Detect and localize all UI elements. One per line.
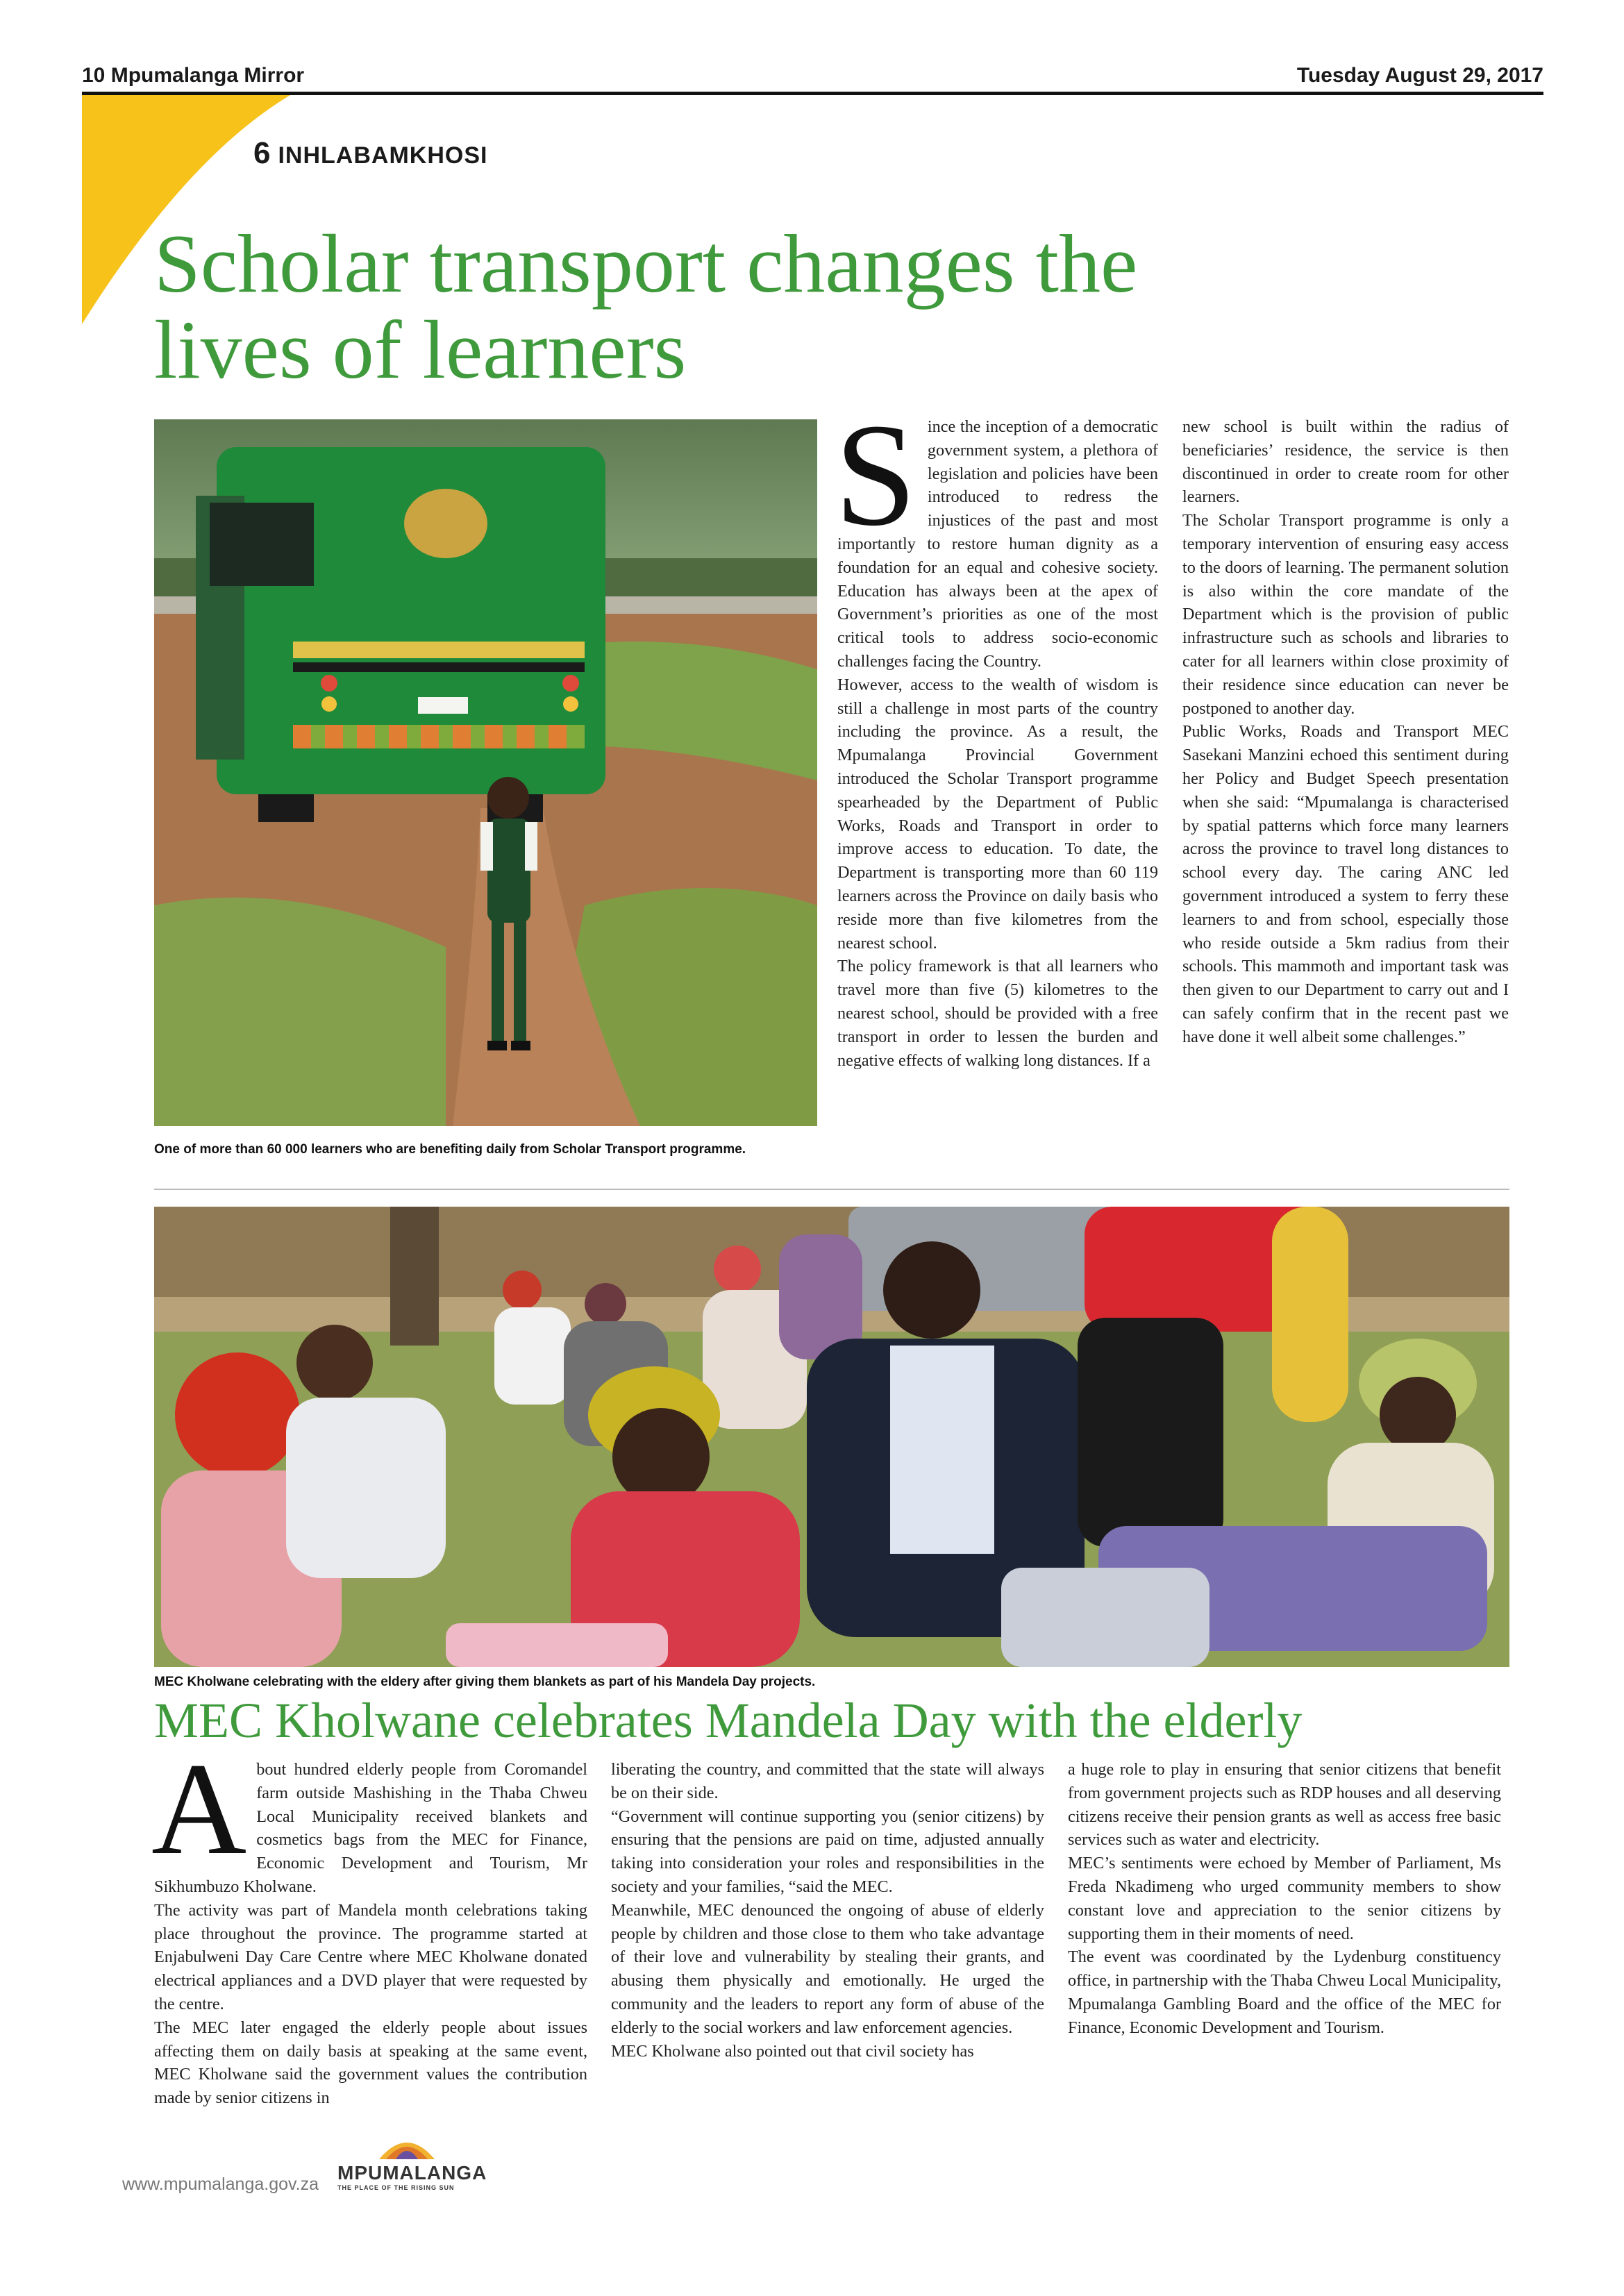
article2-paragraph: a huge role to play in ensuring that senior citizens that benefit from government projects such as RDP houses and all deserving citizens receive their pension grants as well as access free basic services such as water and electricity.	[1068, 1760, 1501, 1850]
article1-paragraph: ince the inception of a democratic government system, a plethora of legislation and policies have been introduced to redress the injustices of the past and most importantly to restore human dignity as a foundation for an equal and cohesive society. Education has always been at the apex of Government’s priorities as one of the most critical tools to address socio-economic challenges facing the Country.	[837, 417, 1158, 671]
page-label: 10 Mpumalanga Mirror	[82, 64, 305, 87]
article2-paragraph: The MEC later engaged the elderly people about issues affecting them on daily basis at speaking at the same event, MEC Kholwane said the government values the contribution made by senior citizens in	[154, 2018, 587, 2108]
article2-column-1	[151, 1736, 587, 2110]
article2-paragraph: The event was coordinated by the Lydenburg constituency office, in partnership with the Thaba Chweu Local Municipality, Mpumalanga Gambling Board and the office of the MEC for Finance, Economic Development and Tourism.	[1068, 1947, 1501, 2037]
section-label	[253, 136, 487, 171]
elders-photo-caption: MEC Kholwane celebrating with the eldery after giving them blankets as part of his Mandela Day projects.	[154, 1675, 816, 1689]
article1-paragraph: The policy framework is that all learners who travel more than five (5) kilometres to the nearest school, should be provided with a free transport in order to lessen the burden and negative effects of walking long distances. If a	[837, 957, 1158, 1070]
article-divider	[154, 1189, 1509, 1190]
article1-paragraph: Public Works, Roads and Transport MEC Sasekani Manzini echoed this sentiment during her Policy and Budget Speech presentation when she said: “Mpumalanga is characterised by spatial patterns which force many learners across the province to travel long distances to school every day. The caring ANC led government introduced a system to ferry these learners to and from school, especially those who reside outside a 5km radius from their schools. This mammoth and important task was then given to our Department to carry out and I can safely confirm that in the recent past we have done it well albeit some challenges.”	[1182, 722, 1509, 1046]
article2-paragraph: MEC Kholwane also pointed out that civil society has	[611, 2041, 974, 2061]
article1-drop-cap: S	[835, 393, 916, 556]
article2-drop-cap: A	[151, 1736, 247, 1882]
issue-date: Tuesday August 29, 2017	[1296, 64, 1543, 87]
article1-paragraph: However, access to the wealth of wisdom is still a challenge in most parts of the country including the province. As a result, the Mpumalanga Provincial Government introduced the Scholar Transport programme spearheaded by the Department of Public Works, Roads and Transport in order to improve access to education. To date, the Department is transporting more than 60 119 learners across the Province on daily basis who reside more than five kilometres from the nearest school.	[837, 675, 1158, 953]
section-number: 6	[253, 136, 271, 170]
article2-column-2	[611, 1758, 1044, 2063]
article1-headline	[154, 217, 1265, 396]
scholar-bus-photo	[154, 419, 817, 1126]
article1-headline-line1: Scholar transport changes the	[154, 217, 1138, 310]
article2-paragraph: bout hundred elderly people from Coromandel farm outside Mashishing in the Thaba Chweu Local Municipality received blankets and cosmetics bags from the MEC for Finance, Economic Development and Tourism, Mr Sikhumbuzo Kholwane.	[154, 1760, 587, 1896]
bus-photo-caption: One of more than 60 000 learners who are benefiting daily from Scholar Transport programme.	[154, 1142, 746, 1157]
article2-paragraph: “Government will continue supporting you (senior citizens) by ensuring that the pensions are paid on time, adjusted annually taking into consideration your roles and responsibilities in the society and your families, “said the MEC.	[611, 1807, 1044, 1896]
mpumalanga-rising-sun-logo-icon	[337, 2126, 476, 2161]
article1-paragraph: new school is built within the radius of beneficiaries’ residence, the service is then discontinued in order to create room for other learners.	[1182, 417, 1509, 507]
article2-headline: MEC Kholwane celebrates Mandela Day with the elderly	[154, 1693, 1303, 1748]
footer-logo-name: MPUMALANGA	[337, 2162, 487, 2184]
article2-column-3	[1068, 1758, 1501, 2040]
article2-paragraph: liberating the country, and committed that the state will always be on their side.	[611, 1760, 1044, 1802]
article1-paragraph: The Scholar Transport programme is only a temporary intervention of ensuring easy access to the doors of learning. The permanent solution is also within the core mandate of the Department which is the provision of public infrastructure such as schools and libraries to cater for all learners within close proximity of their residence since education can never be postponed to another day.	[1182, 511, 1509, 718]
article2-paragraph: The activity was part of Mandela month celebrations taking place throughout the province. The programme started at Enjabulweni Day Care Centre where MEC Kholwane donated electrical appliances and a DVD player that were requested by the centre.	[154, 1900, 587, 2013]
article1-column-2	[1182, 415, 1509, 1049]
article1-headline-line2: lives of learners	[154, 303, 687, 396]
article1-column-1	[835, 393, 1158, 1072]
article2-paragraph: MEC’s sentiments were echoed by Member of Parliament, Ms Freda Nkadimeng who urged community members to show constant love and appreciation to the senior citizens by supporting them in their moments of need.	[1068, 1854, 1501, 1943]
section-name: INHLABAMKHOSI	[278, 142, 488, 169]
footer-website-link[interactable]: www.mpumalanga.gov.za	[122, 2175, 319, 2194]
mandela-day-elders-photo	[154, 1207, 1509, 1667]
footer-logo-tagline: THE PLACE OF THE RISING SUN	[337, 2184, 455, 2191]
article2-paragraph: Meanwhile, MEC denounced the ongoing of abuse of elderly people by children and those close to them who take advantage of their love and vulnerability by stealing their grants, and abusing them physically and emotionally. He urged the community and the leaders to report any form of abuse of the elderly to the social workers and law enforcement agencies.	[611, 1900, 1044, 2037]
